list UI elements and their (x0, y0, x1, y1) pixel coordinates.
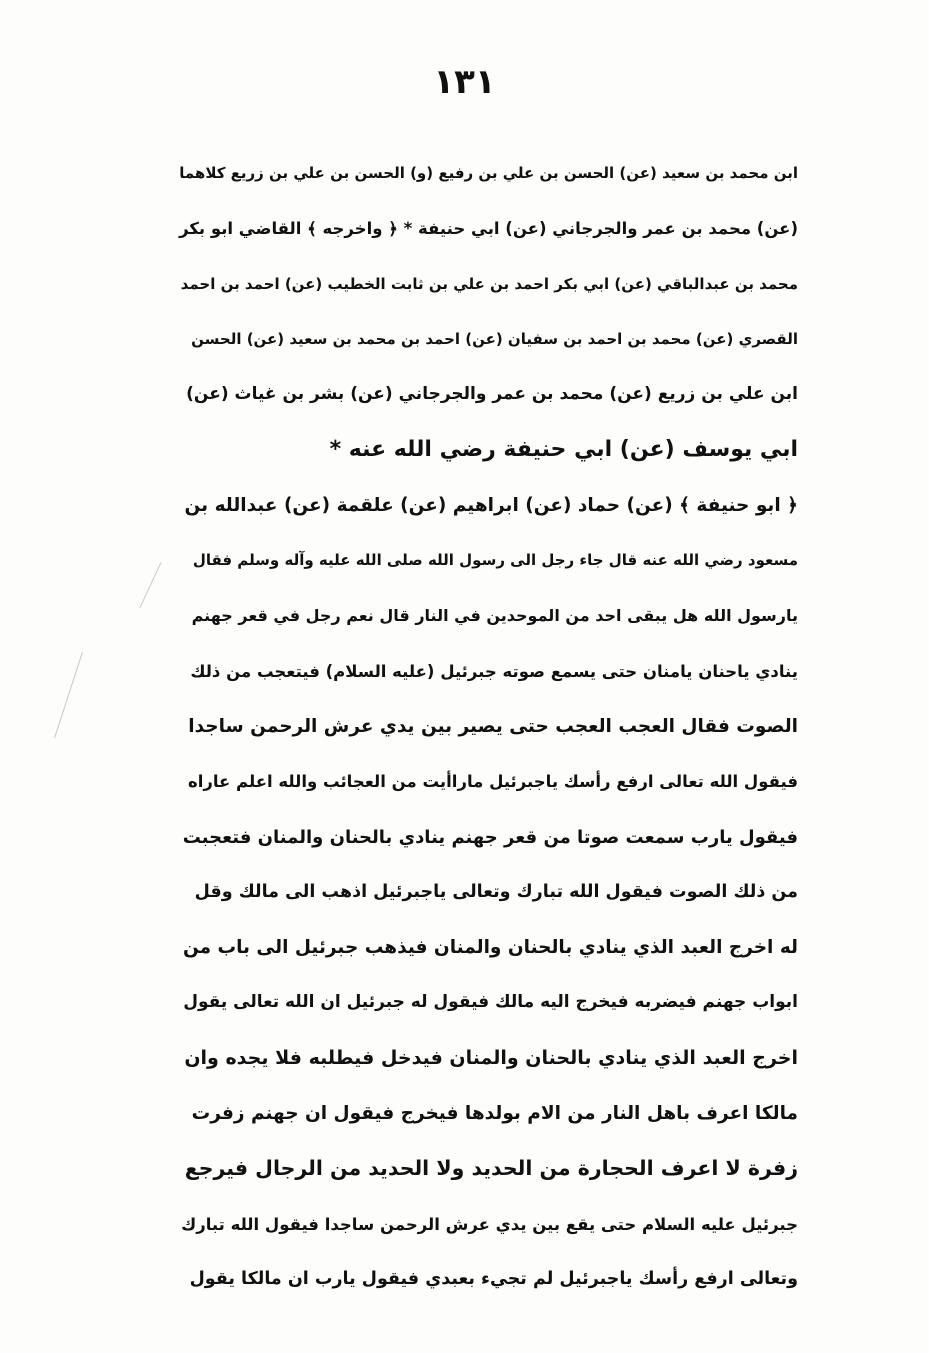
text-line: القصري (عن) محمد بن احمد بن سفيان (عن) احمد بن محمد بن سعيد (عن) الحسن (191, 329, 798, 348)
text-line: (عن) محمد بن عمر والجرجاني (عن) ابي حنيفة * ﴿ واخرجه ﴾ القاضي ابو بكر (179, 219, 798, 239)
text-line: يارسول الله هل يبقى احد من الموحدين في النار قال نعم رجل في قعر جهنم (191, 606, 798, 626)
text-line: ابي يوسف (عن) ابي حنيفة رضي الله عنه * (329, 437, 798, 463)
text-line: ابن علي بن زريع (عن) محمد بن عمر والجرجاني (عن) بشر بن غياث (عن) (186, 384, 798, 405)
text-line: مالكا اعرف باهل النار من الام بولدها فيخرج فيقول ان جهنم زفرت (191, 1103, 798, 1125)
text-line: فيقول يارب سمعت صوتا من قعر جهنم ينادي بالحنان والمنان فتعجبت (182, 826, 798, 848)
margin-pencil-mark (139, 562, 161, 608)
margin-pencil-mark (54, 652, 83, 738)
text-line: ﴿ ابو حنيفة ﴾ (عن) حماد (عن) ابراهيم (عن) علقمة (عن) عبدالله بن (184, 494, 798, 516)
text-line: ابن محمد بن سعيد (عن) الحسن بن علي بن رفيع (و) الحسن بن علي بن زريع كلاهما (179, 164, 798, 182)
text-line: مسعود رضي الله عنه قال جاء رجل الى رسول الله صلى الله عليه وآله وسلم فقال (192, 551, 798, 570)
text-line: من ذلك الصوت فيقول الله تبارك وتعالى ياجبرئيل اذهب الى مالك وقل (194, 881, 798, 902)
text-line: ابواب جهنم فيضربه فيخرج اليه مالك فيقول له جبرئيل ان الله تعالى يقول (183, 992, 798, 1013)
text-line: الصوت فقال العجب العجب حتى يصير بين يدي عرش الرحمن ساجدا (188, 715, 798, 737)
text-line: وتعالى ارفع رأسك ياجبرئيل لم تجيء بعبدي فيقول يارب ان مالكا يقول (189, 1268, 798, 1289)
page-number: ١٣١ (433, 62, 496, 102)
text-line: ينادي ياحنان يامنان حتى يسمع صوته جبرئيل (عليه السلام) فيتعجب من ذلك (190, 661, 798, 681)
text-line: له اخرج العبد الذي ينادي بالحنان والمنان فيذهب جبرئيل الى باب من (182, 937, 798, 959)
text-line: جبرئيل عليه السلام حتى يقع بين يدي عرش الرحمن ساجدا فيقول الله تبارك (181, 1214, 798, 1234)
body-text (178, 146, 798, 1307)
text-line: اخرج العبد الذي ينادي بالحنان والمنان فيدخل فيطلبه فلا يجده وان (184, 1046, 798, 1069)
text-line: فيقول الله تعالى ارفع رأسك ياجبرئيل ماراأيت من العجائب والله اعلم عاراه (187, 772, 798, 792)
text-line: زفرة لا اعرف الحجارة من الحديد ولا الحديد من الرجال فيرجع (184, 1156, 798, 1181)
text-line: محمد بن عبدالباقي (عن) ابي بكر احمد بن علي بن ثابت الخطيب (عن) احمد بن احمد (180, 274, 798, 293)
